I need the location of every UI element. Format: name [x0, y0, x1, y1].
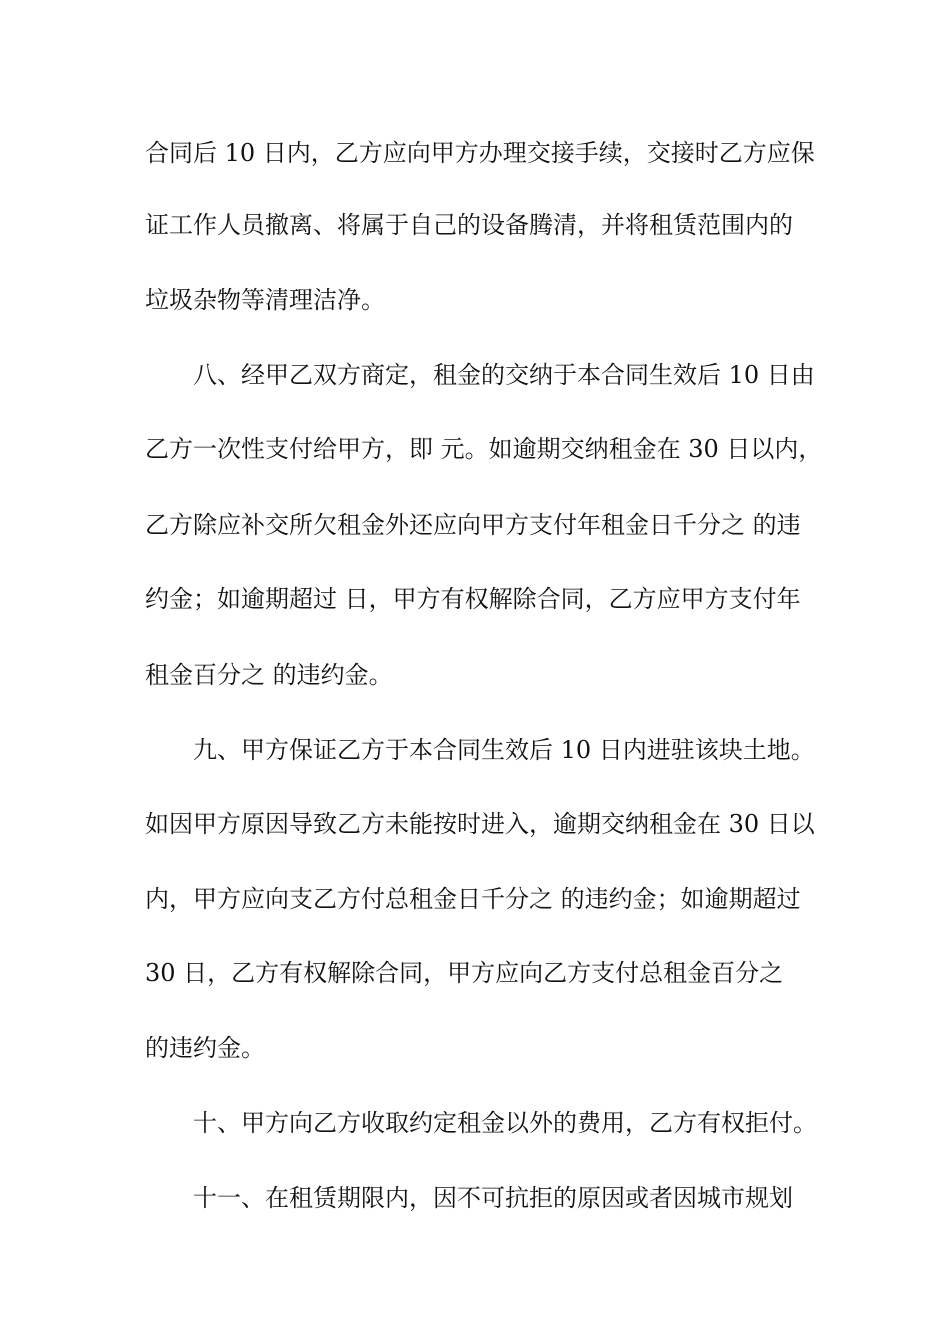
text-line: 合同后 10 日内，乙方应向甲方办理交接手续，交接时乙方应保: [145, 139, 815, 167]
text-line: 内，甲方应向支乙方付总租金日千分之 的违约金；如逾期超过: [145, 885, 801, 913]
paragraph-start-line: 十、甲方向乙方收取约定租金以外的费用，乙方有权拒付。: [193, 1109, 817, 1137]
text-line: 证工作人员撤离、将属于自己的设备腾清，并将租赁范围内的: [145, 211, 793, 239]
text-line: 如因甲方原因导致乙方未能按时进入，逾期交纳租金在 30 日以: [145, 810, 815, 838]
text-line: 乙方除应补交所欠租金外还应向甲方支付年租金日千分之 的违: [145, 511, 801, 539]
paragraph-start-line: 九、甲方保证乙方于本合同生效后 10 日内进驻该块土地。: [193, 736, 815, 764]
text-line: 垃圾杂物等清理洁净。: [145, 286, 385, 314]
paragraph-start-line: 十一、在租赁期限内，因不可抗拒的原因或者因城市规划: [193, 1184, 793, 1212]
text-line: 租金百分之 的违约金。: [145, 661, 393, 689]
text-line: 的违约金。: [145, 1034, 265, 1062]
text-line: 乙方一次性支付给甲方，即 元。如逾期交纳租金在 30 日以内，: [145, 435, 823, 463]
text-line: 约金；如逾期超过 日，甲方有权解除合同，乙方应甲方支付年: [145, 585, 801, 613]
text-line: 30 日，乙方有权解除合同，甲方应向乙方支付总租金百分之: [145, 959, 784, 987]
paragraph-start-line: 八、经甲乙双方商定，租金的交纳于本合同生效后 10 日由: [193, 361, 815, 389]
